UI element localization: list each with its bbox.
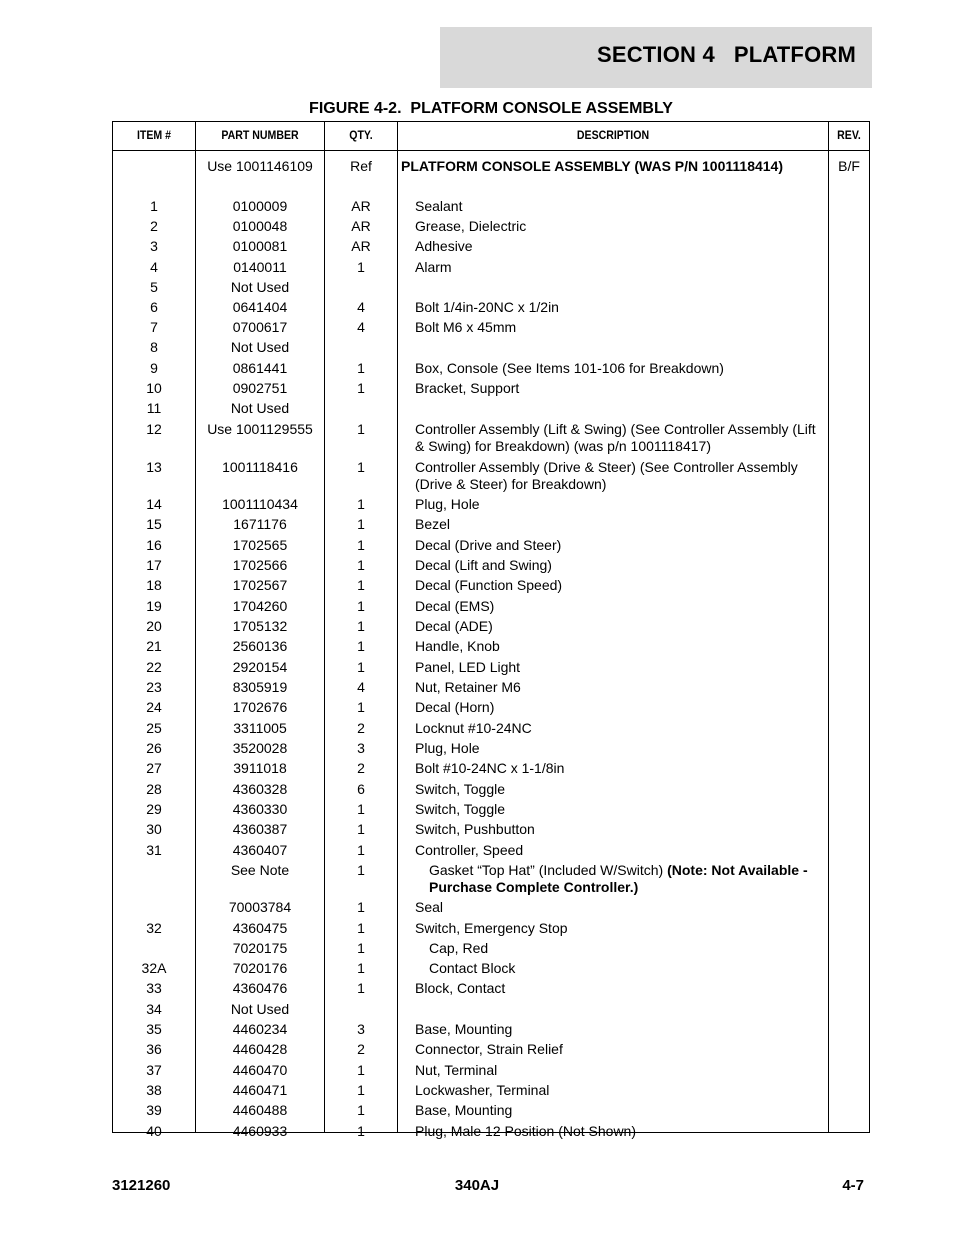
- description: [415, 1082, 825, 1099]
- description-text: Decal (EMS): [415, 598, 495, 614]
- description-text: Lockwasher, Terminal: [415, 1082, 550, 1098]
- description: [415, 760, 825, 777]
- description: [415, 980, 825, 997]
- description: [415, 421, 825, 455]
- description: [429, 862, 825, 896]
- quantity: 1: [357, 821, 365, 837]
- part-number: 2560136: [232, 638, 288, 654]
- item-number: 21: [146, 638, 162, 654]
- description: [415, 1123, 825, 1140]
- quantity: 1: [357, 638, 365, 654]
- description-text: Bezel: [415, 516, 451, 532]
- description: [415, 459, 825, 493]
- description: [415, 720, 825, 737]
- quantity: 1: [357, 699, 365, 715]
- quantity: 4: [357, 319, 365, 335]
- description: [415, 899, 825, 916]
- description-text: Base, Mounting: [415, 1102, 513, 1118]
- description-text: Nut, Terminal: [415, 1062, 498, 1078]
- item-number: 6: [150, 299, 158, 315]
- part-number: 70003784: [228, 899, 292, 915]
- part-number: 1702566: [232, 557, 288, 573]
- item-number: 19: [146, 598, 162, 614]
- description-text: Cap, Red: [429, 940, 489, 956]
- part-number: 3911018: [233, 760, 287, 776]
- item-number: 23: [146, 679, 162, 695]
- description: [415, 801, 825, 818]
- part-number: 4360407: [232, 842, 288, 858]
- description-text: Plug, Hole: [415, 496, 480, 512]
- description: [415, 319, 825, 336]
- part-number: 4460933: [232, 1123, 288, 1139]
- description: [415, 516, 825, 533]
- item-number: 4: [150, 259, 158, 275]
- quantity: AR: [351, 218, 371, 234]
- quantity: 6: [357, 781, 365, 797]
- description-text: Grease, Dielectric: [415, 218, 527, 234]
- part-number: 4460488: [232, 1102, 288, 1118]
- part-number: 0140011: [233, 259, 287, 275]
- description-text: Decal (Function Speed): [415, 577, 563, 593]
- part-number: Not Used: [230, 1001, 290, 1017]
- section-banner: [440, 27, 872, 88]
- item-number: 1: [150, 198, 158, 214]
- description-text: Locknut #10-24NC: [415, 720, 532, 736]
- description-text: Bolt #10-24NC x 1-1/8in: [415, 760, 565, 776]
- description: [415, 1062, 825, 1079]
- quantity: 1: [357, 537, 365, 553]
- part-number: 2920154: [232, 659, 288, 675]
- part-number: 4460471: [232, 1082, 288, 1098]
- part-number: 1001118416: [222, 459, 298, 475]
- description: [415, 259, 825, 276]
- part-number: 1702676: [232, 699, 288, 715]
- description: [415, 537, 825, 554]
- item-number: 7: [150, 319, 158, 335]
- item-number: 3: [150, 238, 158, 254]
- item-number: 32A: [141, 960, 167, 976]
- description-text: PLATFORM CONSOLE ASSEMBLY (WAS P/N 1001118414): [401, 158, 783, 174]
- quantity: 1: [357, 516, 365, 532]
- description: [429, 940, 825, 957]
- description: [415, 238, 825, 255]
- header-item: ITEM #: [136, 128, 172, 142]
- quantity: 1: [357, 557, 365, 573]
- description-text: Nut, Retainer M6: [415, 679, 521, 695]
- description-text: Decal (Horn): [415, 699, 495, 715]
- part-number: 7020175: [232, 940, 288, 956]
- description-text: Connector, Strain Relief: [415, 1041, 563, 1057]
- quantity: 1: [357, 1102, 365, 1118]
- quantity: AR: [351, 238, 371, 254]
- description-text: Decal (Drive and Steer): [415, 537, 562, 553]
- description: [415, 299, 825, 316]
- part-number: 4360475: [232, 920, 288, 936]
- part-number: 0700617: [232, 319, 288, 335]
- item-number: 9: [150, 360, 158, 376]
- item-number: 13: [146, 459, 162, 475]
- quantity: 1: [357, 360, 365, 376]
- item-number: 25: [146, 720, 162, 736]
- quantity: 3: [357, 1021, 365, 1037]
- description: [415, 496, 825, 513]
- item-number: 11: [146, 400, 162, 416]
- part-number: 0100009: [232, 198, 288, 214]
- part-number: 4460470: [232, 1062, 288, 1078]
- description-note: (Note: Not Available - Purchase Complete Controller.): [429, 862, 808, 895]
- description-text: Switch, Toggle: [415, 801, 506, 817]
- description-text: Decal (Lift and Swing): [415, 557, 552, 573]
- item-number: 37: [146, 1062, 162, 1078]
- description-text: Bolt 1/4in-20NC x 1/2in: [415, 299, 559, 315]
- part-number: Use 1001146109: [207, 158, 313, 174]
- quantity: 1: [357, 618, 365, 634]
- item-number: 36: [146, 1041, 162, 1057]
- part-number: Use 1001129555: [207, 421, 313, 437]
- part-number: See Note: [230, 862, 290, 878]
- column-divider: [828, 122, 829, 1132]
- item-number: 14: [146, 496, 162, 512]
- revision: B/F: [838, 158, 860, 174]
- description: [415, 699, 825, 716]
- item-number: 35: [146, 1021, 162, 1037]
- quantity: AR: [351, 198, 371, 214]
- description-text: Gasket “Top Hat” (Included W/Switch): [429, 862, 668, 878]
- quantity: 1: [357, 1082, 365, 1098]
- item-number: 31: [146, 842, 162, 858]
- quantity: 1: [357, 459, 365, 475]
- quantity: 1: [357, 940, 365, 956]
- item-number: 18: [146, 577, 162, 593]
- description-text: Panel, LED Light: [415, 659, 521, 675]
- item-number: 20: [146, 618, 162, 634]
- description: [415, 380, 825, 397]
- item-number: 24: [146, 699, 162, 715]
- part-number: 0861441: [232, 360, 288, 376]
- part-number: 4460234: [232, 1021, 288, 1037]
- table-header: [113, 122, 869, 151]
- item-number: 10: [146, 380, 162, 396]
- footer-model: 340AJ: [454, 1177, 500, 1194]
- parts-table: [112, 121, 870, 1139]
- description: [415, 920, 825, 937]
- description-text: Controller Assembly (Lift & Swing) (See Controller Assembly (Lift & Swing) for Breakdown) (was p/n 1001118417): [415, 421, 816, 454]
- part-number: 1671176: [233, 516, 287, 532]
- part-number: 1702567: [232, 577, 288, 593]
- description-text: Bolt M6 x 45mm: [415, 319, 517, 335]
- figure-title: FIGURE 4-2. PLATFORM CONSOLE ASSEMBLY: [309, 100, 673, 117]
- part-number: Not Used: [230, 339, 290, 355]
- item-number: 26: [146, 740, 162, 756]
- item-number: 27: [146, 760, 162, 776]
- item-number: 29: [146, 801, 162, 817]
- item-number: 22: [146, 659, 162, 675]
- description-text: Handle, Knob: [415, 638, 500, 654]
- part-number: 1702565: [232, 537, 288, 553]
- item-number: 33: [146, 980, 162, 996]
- header-part-number: PART NUMBER: [221, 128, 299, 142]
- description: [429, 960, 825, 977]
- item-number: 38: [146, 1082, 162, 1098]
- item-number: 30: [146, 821, 162, 837]
- quantity: 1: [357, 259, 365, 275]
- description: [415, 360, 825, 377]
- description-text: Plug, Male 12 Position (Not Shown): [415, 1123, 636, 1139]
- quantity: 1: [357, 1062, 365, 1078]
- item-number: 12: [146, 421, 162, 437]
- quantity: 1: [357, 421, 365, 437]
- quantity: 4: [357, 299, 365, 315]
- description-text: Bracket, Support: [415, 380, 520, 396]
- description: [415, 1041, 825, 1058]
- description: [415, 577, 825, 594]
- description: [415, 781, 825, 798]
- item-number: 40: [146, 1123, 162, 1139]
- part-number: 4360330: [232, 801, 288, 817]
- quantity: 1: [357, 380, 365, 396]
- description: [415, 740, 825, 757]
- header-description: DESCRIPTION: [576, 128, 650, 142]
- description: [415, 638, 825, 655]
- description-text: Contact Block: [429, 960, 516, 976]
- part-number: Not Used: [230, 279, 290, 295]
- description: [415, 218, 825, 235]
- description: [415, 618, 825, 635]
- description-text: Controller, Speed: [415, 842, 524, 858]
- item-number: 39: [146, 1102, 162, 1118]
- quantity: 4: [357, 679, 365, 695]
- footer-doc-number: 3121260: [112, 1177, 171, 1194]
- part-number: 3311005: [233, 720, 287, 736]
- part-number: 4360387: [232, 821, 288, 837]
- part-number: 0100048: [232, 218, 288, 234]
- part-number: 1001110434: [222, 496, 298, 512]
- item-number: 15: [146, 516, 162, 532]
- quantity: 1: [357, 577, 365, 593]
- quantity: 1: [357, 801, 365, 817]
- quantity: Ref: [350, 158, 372, 174]
- part-number: 0100081: [232, 238, 288, 254]
- quantity: 1: [357, 1123, 365, 1139]
- item-number: 34: [146, 1001, 162, 1017]
- description-text: Adhesive: [415, 238, 473, 254]
- item-number: 16: [146, 537, 162, 553]
- section-title: SECTION 4 PLATFORM: [596, 42, 856, 67]
- column-divider: [397, 122, 398, 1132]
- part-number: 7020176: [232, 960, 288, 976]
- part-number: 3520028: [232, 740, 288, 756]
- quantity: 1: [357, 842, 365, 858]
- item-number: 2: [150, 218, 158, 234]
- description-text: Base, Mounting: [415, 1021, 513, 1037]
- header-rev: REV.: [837, 128, 861, 142]
- description: [415, 679, 825, 696]
- item-number: 5: [150, 279, 158, 295]
- part-number: 1705132: [232, 618, 288, 634]
- description-text: Switch, Toggle: [415, 781, 506, 797]
- description: [415, 842, 825, 859]
- description-text: Alarm: [415, 259, 452, 275]
- part-number: 0641404: [232, 299, 288, 315]
- description-text: Plug, Hole: [415, 740, 480, 756]
- footer-page-number: 4-7: [842, 1177, 864, 1194]
- quantity: 1: [357, 980, 365, 996]
- quantity: 3: [357, 740, 365, 756]
- description-text: Switch, Pushbutton: [415, 821, 535, 837]
- description: [415, 659, 825, 676]
- description: [401, 158, 827, 175]
- description-text: Controller Assembly (Drive & Steer) (See Controller Assembly (Drive & Steer) for Breakdown): [415, 459, 798, 492]
- part-number: 4360476: [232, 980, 288, 996]
- quantity: 2: [357, 760, 365, 776]
- description-text: Block, Contact: [415, 980, 506, 996]
- quantity: 2: [357, 1041, 365, 1057]
- description: [415, 198, 825, 215]
- quantity: 1: [357, 960, 365, 976]
- part-number: 8305919: [232, 679, 288, 695]
- quantity: 1: [357, 920, 365, 936]
- description: [415, 557, 825, 574]
- quantity: 2: [357, 720, 365, 736]
- quantity: 1: [357, 862, 365, 878]
- part-number: 1704260: [232, 598, 288, 614]
- part-number: 4360328: [232, 781, 288, 797]
- description: [415, 1102, 825, 1119]
- description: [415, 1021, 825, 1038]
- item-number: 32: [146, 920, 162, 936]
- description-text: Box, Console (See Items 101-106 for Breakdown): [415, 360, 724, 376]
- quantity: 1: [357, 598, 365, 614]
- description: [415, 598, 825, 615]
- item-number: 17: [146, 557, 162, 573]
- description-text: Switch, Emergency Stop: [415, 920, 568, 936]
- part-number: 0902751: [232, 380, 288, 396]
- description-text: Decal (ADE): [415, 618, 493, 634]
- description: [415, 821, 825, 838]
- quantity: 1: [357, 899, 365, 915]
- quantity: 1: [357, 659, 365, 675]
- description-text: Seal: [415, 899, 444, 915]
- quantity: 1: [357, 496, 365, 512]
- part-number: 4460428: [232, 1041, 288, 1057]
- description-text: Sealant: [415, 198, 463, 214]
- part-number: Not Used: [230, 400, 290, 416]
- item-number: 8: [150, 339, 158, 355]
- item-number: 28: [146, 781, 162, 797]
- header-qty: QTY.: [349, 128, 373, 142]
